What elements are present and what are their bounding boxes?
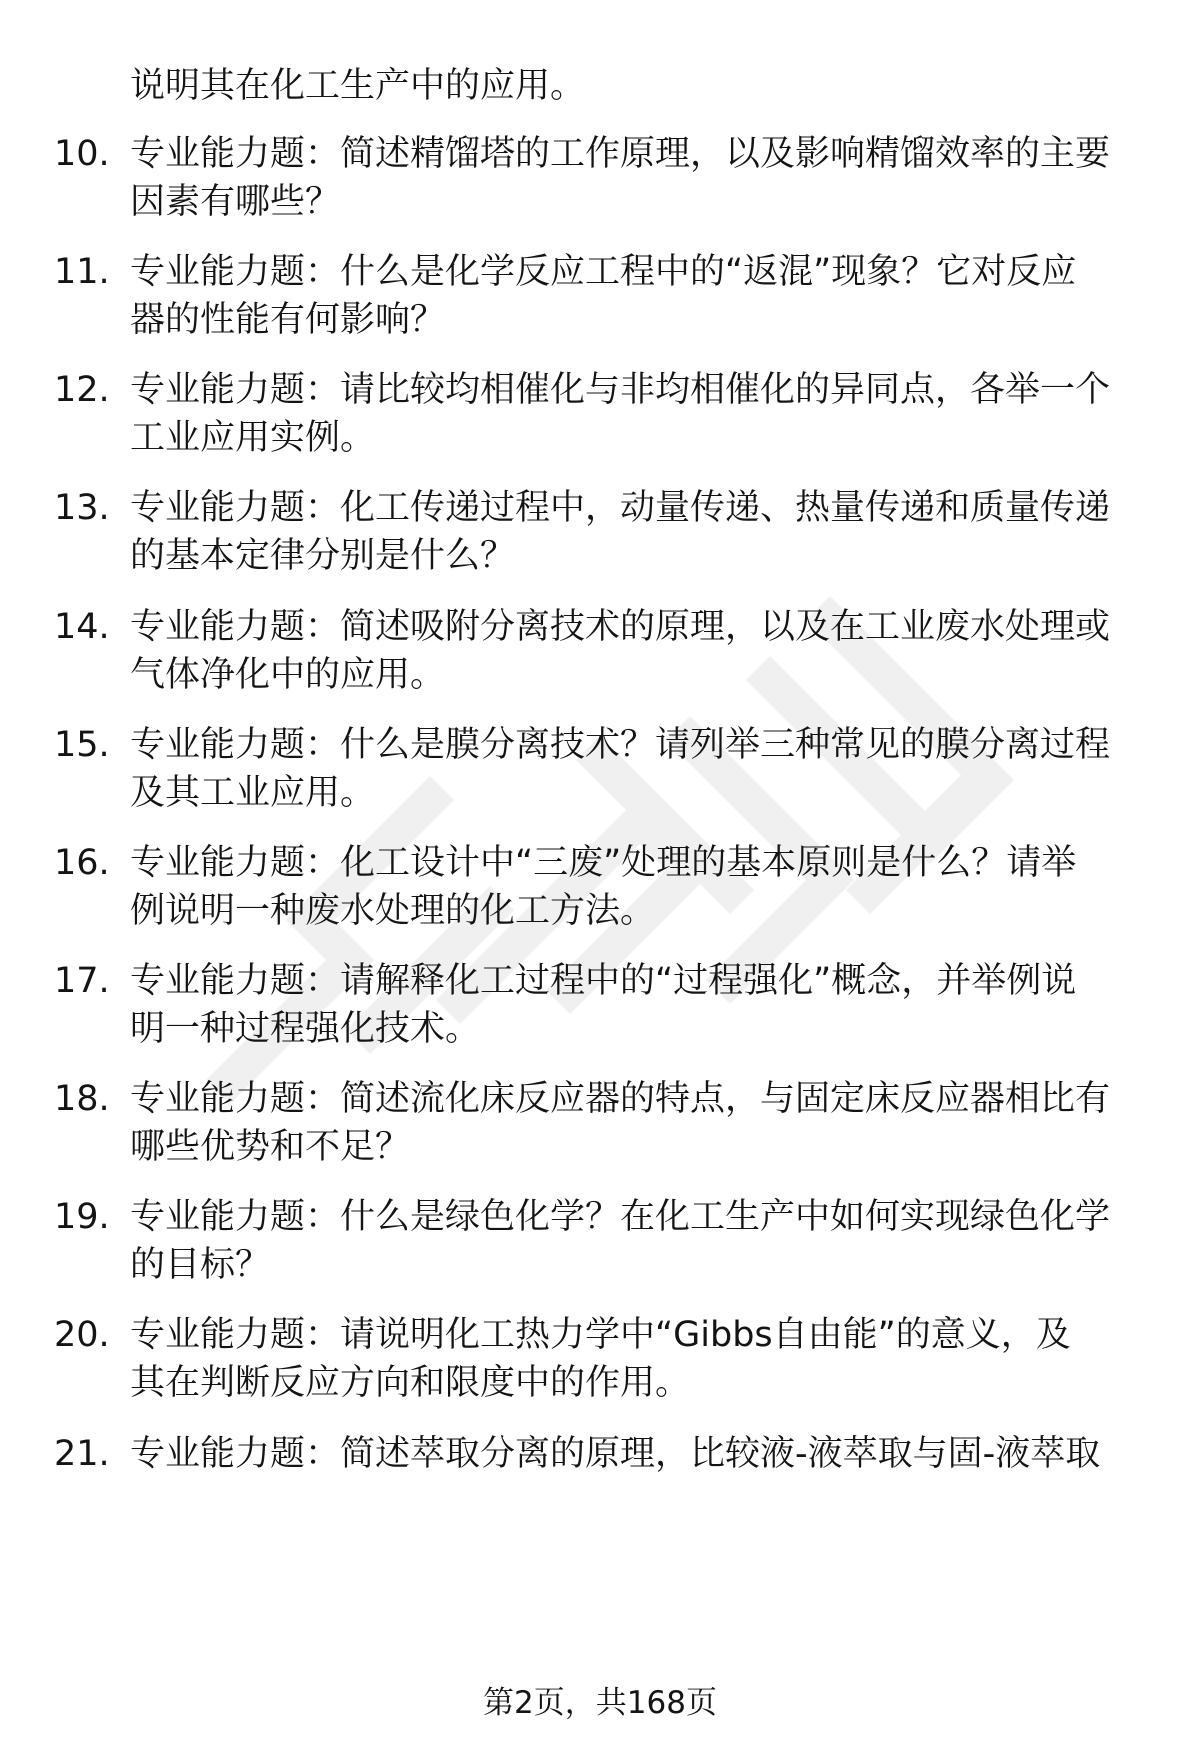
question-text-line: 例说明一种废水处理的化工方法。 (130, 891, 656, 931)
question-text-line: 专业能力题：简述吸附分离技术的原理，以及在工业废水处理或 (130, 607, 1111, 647)
question-number: 18. (54, 1079, 110, 1119)
question-text-line: 明一种过程强化技术。 (130, 1009, 481, 1049)
question-text-line: 因素有哪些？ (130, 182, 341, 222)
question-text-line: 气体净化中的应用。 (130, 655, 446, 695)
question-number: 14. (54, 607, 110, 647)
question-text-line: 专业能力题：简述萃取分离的原理，比较液-液萃取与固-液萃取 (130, 1434, 1101, 1474)
question-text-line: 专业能力题：简述精馏塔的工作原理，以及影响精馏效率的主要 (130, 134, 1111, 174)
question-text-line: 专业能力题：化工设计中“三废”处理的基本原则是什么？请举 (130, 843, 1077, 883)
question-text-line: 及其工业应用。 (130, 773, 376, 813)
question-number: 19. (54, 1197, 110, 1237)
question-text-line: 专业能力题：请解释化工过程中的“过程强化”概念，并举例说 (130, 961, 1077, 1001)
question-number: 12. (54, 370, 110, 410)
question-text-line: 专业能力题：简述流化床反应器的特点，与固定床反应器相比有 (130, 1079, 1111, 1119)
question-text-line: 的目标？ (130, 1245, 271, 1285)
question-number: 20. (54, 1315, 110, 1355)
question-number: 11. (54, 252, 110, 292)
continuation-text: 说明其在化工生产中的应用。 (130, 66, 586, 106)
question-text-line: 专业能力题：什么是膜分离技术？请列举三种常见的膜分离过程 (130, 725, 1111, 765)
question-text-line: 专业能力题：什么是化学反应工程中的“返混”现象？它对反应 (130, 252, 1077, 292)
question-text-line: 工业应用实例。 (130, 418, 376, 458)
question-text-line: 专业能力题：请说明化工热力学中“Gibbs自由能”的意义，及 (130, 1315, 1071, 1355)
question-number: 13. (54, 488, 110, 528)
question-number: 15. (54, 725, 110, 765)
question-number: 21. (54, 1434, 110, 1474)
question-text-line: 其在判断反应方向和限度中的作用。 (130, 1363, 691, 1403)
page-footer: 第2页，共168页 (483, 1685, 717, 1721)
question-text-line: 专业能力题：什么是绿色化学？在化工生产中如何实现绿色化学 (130, 1197, 1111, 1237)
question-text-line: 专业能力题：化工传递过程中，动量传递、热量传递和质量传递 (130, 488, 1111, 528)
question-number: 16. (54, 843, 110, 883)
question-number: 10. (54, 134, 110, 174)
question-number: 17. (54, 961, 110, 1001)
question-text-line: 专业能力题：请比较均相催化与非均相催化的异同点，各举一个 (130, 370, 1111, 410)
question-text-line: 器的性能有何影响？ (130, 300, 446, 340)
question-text-line: 哪些优势和不足？ (130, 1127, 411, 1167)
question-text-line: 的基本定律分别是什么？ (130, 536, 516, 576)
